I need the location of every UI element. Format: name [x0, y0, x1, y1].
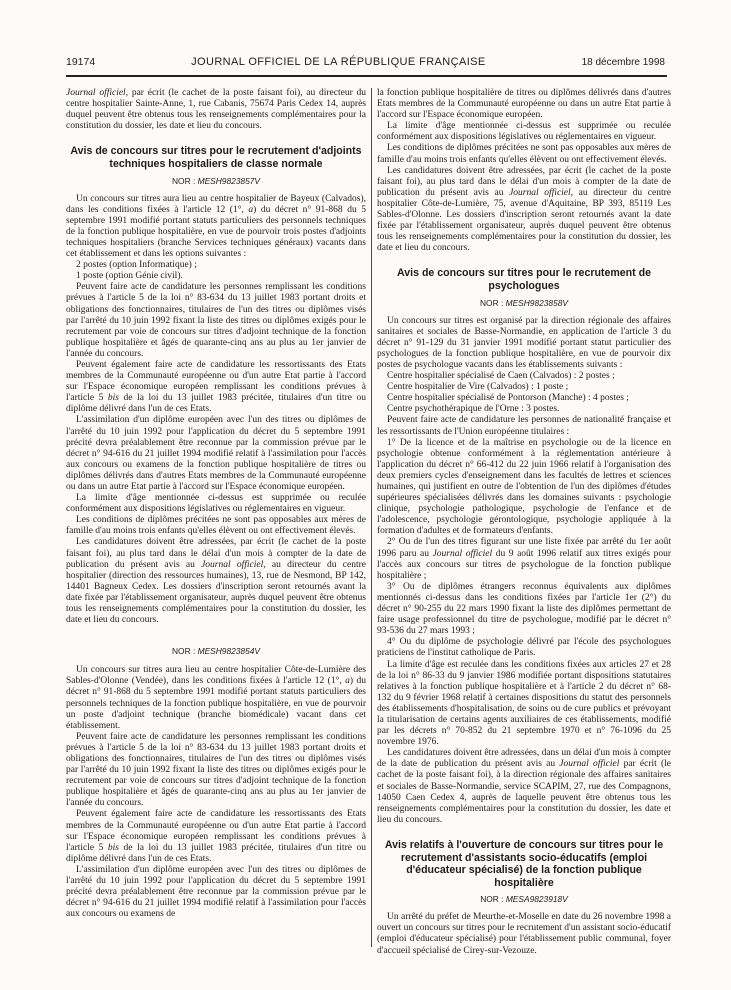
- paragraph: [66, 537, 366, 626]
- text-run: du 9 août 1996 relatif aux titres exigés pour l'accès aux concours sur titres de psychologue de la fonction publique hospitalière ;: [377, 548, 671, 581]
- paragraph: [66, 809, 366, 864]
- paragraph: Peuvent faire acte de candidature les personnes remplissant les conditions prévues à l'article 5 de la loi n° 83-634 du 13 juillet 1983 portant droits et obligations des fonctionnaires, titulaires de l'un des titres ou diplômes visés par l'arrêté du 10 juin 1992 fixant la liste des titres ou diplômes exigés pour le recrutement par voie de concours sur titres d'adjoint technique de la fonction publique hospitalière et âgés de quarante-cinq ans au plus au 1er janvier de l'année du concours.: [66, 282, 366, 359]
- paragraph: 1 poste (option Génie civil).: [76, 271, 183, 282]
- nor-code: MESH9823854V: [197, 646, 260, 657]
- text-run: Un concours sur titres aura lieu au centre hospitalier de Bayeux (Calvados), dans les conditions fixées à l'article 12 (1°,: [66, 193, 366, 215]
- nor-label: NOR :: [172, 646, 196, 657]
- text-run: Les candidatures doivent être adressées, dans un délai d'un mois à compter de la date de publication du présent avis au: [377, 748, 671, 770]
- italic-text: Journal officiel: [432, 548, 493, 559]
- nor-code: MESH9823857V: [197, 175, 260, 186]
- paragraph: L'assimilation d'un diplôme européen avec l'un des titres ou diplômes de l'arrêté du 10 juin 1992 pour l'application du décret du 5 septembre 1991 précité devra préalablement être reconnue par la commission prévue par le décret n° 94-616 du 21 juillet 1994 modifié relatif à l'assimilation pour l'accès aux concours ou examens de la fonction publique hospitalière de titres ou diplômes délivrés dans d'autres Etats membres de la Communauté européenne ou dans un autre Etat partie à l'accord sur l'Espace économique européen.: [66, 415, 366, 492]
- text-run: de la loi du 13 juillet 1983 précitée, titulaires d'un titre ou diplôme délivré dans l'un de ces Etats.: [66, 842, 366, 864]
- text-run: par écrit (le cachet de la poste faisant foi), à la direction régionale des affaires sanitaires et sociales de Basse-Normandie, service SCAPIM, 27, rue des Compagnons, 14050 Caen Cedex 4, auprès de laquelle peuvent être obtenus tous les renseignements complémentaires pour la constitution du dossier, les date et lieu du concours.: [377, 759, 671, 825]
- notice-heading: Avis de concours sur titres pour le recrutement d'adjoints techniques hospitaliers de classe normale: [70, 145, 362, 170]
- text-run: Les candidatures doivent être adressées, par écrit (le cachet de la poste faisant foi), au plus tard dans le délai d'un mois à compter de la date de publication du présent avis au: [377, 165, 671, 198]
- paragraph: Peuvent faire acte de candidature les personnes de nationalité française et les ressortissants de l'Union européenne titulaires :: [377, 415, 671, 437]
- paragraph: L'assimilation d'un diplôme européen avec l'un des titres ou diplômes de l'arrêté du 10 juin 1992 pour l'application du décret du 5 septembre 1991 précité devra préalablement être reconnue par la commission prévue par le décret n° 94-616 du 21 juillet 1994 modifié relatif à l'assimilation pour l'accès aux concours ou examens de: [66, 864, 366, 920]
- italic-text: bis: [107, 842, 120, 853]
- paragraph: La limite d'âge mentionnée ci-dessus est supprimée ou reculée conformément aux dispositions législatives ou réglementaires en vigueur.: [66, 493, 366, 515]
- italic-text: bis: [107, 393, 120, 404]
- paragraph: 3° Ou de diplômes étrangers reconnus équivalents aux diplômes mentionnés ci-dessus dans les conditions fixées par l'article 1er (2°) du décret n° 90-255 du 22 mars 1990 fixant la liste des diplômes permettant de faire usage professionnel du titre de psychologue, modifié par le décret n° 93-536 du 27 mars 1993 ;: [377, 581, 671, 637]
- nor-code: MESA9823918V: [505, 894, 568, 905]
- text-run: Peuvent également faire acte de candidature les ressortissants des Etats membres de la Communauté européenne ou d'un autre Etat partie à l'accord sur l'Espace économique européen remplissant les conditions prévues à l'article 5: [66, 359, 366, 404]
- italic-text: Journal officiel: [66, 88, 126, 98]
- nor-label: NOR :: [172, 175, 196, 186]
- paragraph: [377, 748, 671, 826]
- text-run: , au directeur du centre hospitalier (direction des ressources humaines), 13, rue de Nesmond, BP 142, 14401 Bagneux Cedex. Les dossiers d'inscription seront retournés avant la date fixée par l'établissement organisateur, auprès duquel peuvent être obtenus tous les renseignements complémentaires pour la constitution du dossier, les date et lieu du concours.: [66, 559, 366, 626]
- text-run: Un concours sur titres aura lieu au centre hospitalier Côte-de-Lumière des Sables-d'Olonne (Vendée), dans les conditions fixées à l'article 12 (1°,: [66, 665, 366, 687]
- text-run: ) du décret n° 91-868 du 5 septembre 1991 modifié portant statuts particuliers des personnels techniques de la fonction publique hospitalière, en vue de pourvoir un poste d'adjoint technique (branche biomédicale) vacant dans cet établissement.: [66, 676, 366, 731]
- nor-line: [377, 894, 671, 904]
- nor-label: NOR :: [480, 894, 504, 905]
- italic-text: a: [345, 676, 350, 687]
- italic-text: a: [248, 204, 254, 215]
- issue-date: 18 décembre 1998: [581, 57, 665, 68]
- italic-text: Journal officiel: [509, 187, 571, 198]
- nor-code: MESH9823858V: [505, 297, 568, 308]
- paragraph: 2 postes (option Informatique) ;: [76, 260, 197, 271]
- paragraph: Un concours sur titres est organisé par la direction régionale des affaires sanitaires et sociales de Basse-Normandie, en application de l'article 3 du décret n° 91-129 du 31 janvier 1991 modifié portant statut particulier des psychologues de la fonction publique hospitalière, en vue de pourvoir dix postes de psychologue vacants dans les établissements suivants :: [377, 315, 671, 370]
- paragraph: La limite d'âge est reculée dans les conditions fixées aux articles 27 et 28 de la loi n° 86-33 du 9 janvier 1986 modifiée portant dispositions statutaires relatives à la fonction publique hospitalière et à l'article 2 du décret n° 68-132 du 9 février 1968 relatif à certaines dispositions du statut des personnels des établissements d'hospitalisation, de soins ou de cure publics et prévoyant la titularisation de certains agents auxiliaires de ces établissements, modifié par les décrets n° 70-852 du 21 septembre 1970 et n° 76-1096 du 25 novembre 1976.: [377, 659, 671, 748]
- column-divider: [371, 88, 372, 947]
- nor-label: NOR :: [480, 297, 504, 308]
- text-run: ) du décret n° 91-868 du 5 septembre 1991 modifié portant statuts particuliers des personnels techniques de la fonction publique hospitalière, en vue de pourvoir trois postes d'adjoints techniques hospitaliers (branche Services techniques généraux) vacants dans cet établissement et dans les options suivantes :: [66, 204, 366, 260]
- text-run: Les candidatures doivent être adressées, par écrit (le cachet de la poste faisant foi), au plus tard dans le délai d'un mois à compter de la date de publication du présent avis au: [66, 537, 366, 570]
- nor-line: [377, 298, 671, 308]
- nor-line: [66, 646, 366, 656]
- left-column: [66, 88, 366, 957]
- page-header: [0, 0, 731, 68]
- paragraph: Centre hospitalier spécialisé de Pontorson (Manche) : 4 postes ;: [387, 393, 629, 404]
- paragraph: Les conditions de diplômes précitées ne sont pas opposables aux mères de famille d'au moins trois enfants qu'elles élèvent ou ont effectivement élevés.: [377, 143, 671, 165]
- text-run: de la loi du 13 juillet 1983 précitée, titulaires d'un titre ou diplôme délivré dans l'un de ces Etats.: [66, 393, 366, 415]
- text-run: Peuvent également faire acte de candidature les ressortissants des Etats membres de la Communauté européenne ou d'un autre Etat partie à l'accord sur l'Espace économique européen remplissant les conditions prévues à l'article 5: [66, 809, 366, 853]
- paragraph: [66, 194, 366, 261]
- paragraph: [66, 360, 366, 415]
- text-run: 2° Ou de l'un des titres figurant sur une liste fixée par arrêté du 1er août 1996 paru au: [377, 537, 671, 559]
- text-run: , au directeur du centre hospitalier Côte-de-Lumière, 75, avenue d'Aquitaine, BP 393, 85119 Les Sables-d'Olonne. Les dossiers d'inscription seront retournés avant la date fixée par l'établissement organisateur, auprès duquel peuvent être obtenus tous les renseignements complémentaires pour la constitution du dossier, les date et lieu du concours.: [377, 187, 671, 254]
- paragraph: Centre psychothérapique de l'Orne : 3 postes.: [387, 404, 560, 415]
- text-run: , par écrit (le cachet de la poste faisant foi), au directeur du centre hospitalier Sainte-Anne, 1, rue Cabanis, 75674 Paris Cedex 14, auprès duquel peuvent être obtenus tous les renseignements complémentaires pour la constitution du dossier, les date et lieu du concours.: [66, 88, 366, 132]
- paragraph: 4° Ou du diplôme de psychologie délivré par l'école des psychologues praticiens de l'institut catholique de Paris.: [377, 637, 671, 659]
- paragraph: [66, 88, 366, 132]
- paragraph: Un arrêté du préfet de Meurthe-et-Moselle en date du 26 novembre 1998 a ouvert un concours sur titres pour le recrutement d'un assistant socio-éducatif (emploi d'éducateur spécialisé) pour l'établissement public communal, foyer d'accueil spécialisé de Cirey-sur-Vezouze.: [377, 912, 671, 956]
- right-column: [377, 88, 671, 957]
- paragraph: La limite d'âge mentionnée ci-dessus est supprimée ou reculée conformément aux dispositions législatives ou réglementaires en vigueur.: [377, 121, 671, 143]
- paragraph: la fonction publique hospitalière de titres ou diplômes délivrés dans d'autres Etats membres de la Communauté européenne ou dans un autre Etat partie à l'accord sur l'Espace économique européen.: [377, 88, 671, 121]
- paragraph: [377, 537, 671, 581]
- italic-text: Journal officiel: [559, 759, 620, 770]
- italic-text: Journal officiel: [201, 559, 264, 570]
- paragraph: Centre hospitalier spécialisé de Caen (Calvados) : 2 postes ;: [387, 371, 615, 382]
- paragraph: [66, 665, 366, 732]
- notice-heading: Avis relatifs à l'ouverture de concours sur titres pour le recrutement d'assistants socio-éducatifs (emploi d'éducateur spécialisé) de la fonction publique hospitalière: [384, 838, 664, 889]
- paragraph: Les conditions de diplômes précitées ne sont pas opposables aux mères de famille d'au moins trois enfants qu'elles élèvent ou ont effectivement élevés.: [66, 515, 366, 537]
- nor-line: [66, 176, 366, 186]
- paragraph: Centre hospitalier de Vire (Calvados) : 1 poste ;: [387, 382, 569, 393]
- paragraph: [377, 166, 671, 255]
- content-columns: [0, 77, 731, 957]
- journal-title: JOURNAL OFFICIEL DE LA RÉPUBLIQUE FRANÇAISE: [191, 56, 486, 68]
- page-number: 19174: [66, 56, 96, 68]
- paragraph: Peuvent faire acte de candidature les personnes remplissant les conditions prévues à l'article 5 de la loi n° 83-634 du 13 juillet 1983 portant droits et obligations des fonctionnaires, titulaires de l'un des titres ou diplômes visés par l'arrêté du 10 juin 1992 fixant la liste des titres ou diplômes exigés pour le recrutement par voie de concours sur titres d'adjoint technique de la fonction publique hospitalière et âgés de quarante-cinq ans au plus au 1er janvier de l'année du concours.: [66, 731, 366, 809]
- paragraph: 1° De la licence et de la maîtrise en psychologie ou de la licence en psychologie obtenue conformément à la réglementation antérieure à l'application du décret n° 66-412 du 22 juin 1966 relatif à l'organisation des deux premiers cycles d'enseignement dans les facultés de lettres et sciences humaines, qui justifient en outre de l'obtention de l'un des diplômes d'études supérieures spécialisées délivrés dans les domaines suivants : psychologie clinique, psychologie pathologique, psychologie de l'enfance et de l'adolescence, psychologie gérontologique, psychologie appliquée à la formation d'adultes et de formateurs d'enfants.: [377, 437, 671, 537]
- notice-heading: Avis de concours sur titres pour le recrutement de psychologues: [397, 267, 651, 292]
